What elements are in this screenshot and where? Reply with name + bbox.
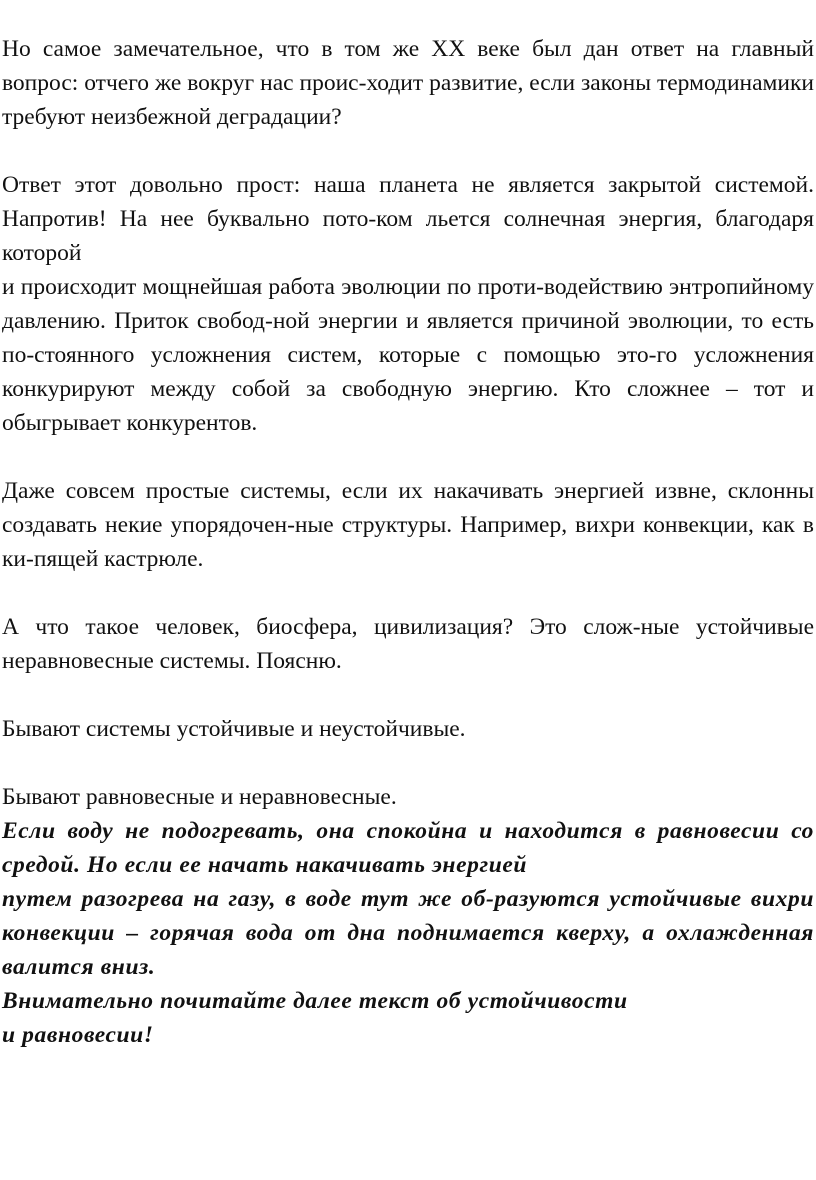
- emphasis-paragraph-3: Внимательно почитайте далее текст об устойчивости: [2, 988, 628, 1014]
- paragraph-spacer: [2, 746, 814, 780]
- paragraph-6: Бывают равновесные и неравновесные.: [2, 784, 397, 810]
- paragraph-4: А что такое человек, биосфера, цивилизация? Это слож-ные устойчивые неравновесные системы. Поясню.: [2, 614, 814, 674]
- paragraph-2-part-2: и происходит мощнейшая работа эволюции по проти-водействию энтропийному давлению. Приток свобод-ной энергии и является причиной эволюции, то есть по-стоянного усложнения систем, которые с помощью это-го усложнения конкурируют между собой за свободную энергию. Кто сложнее – тот и обыгрывает конкурентов.: [2, 274, 814, 436]
- emphasis-paragraph-4: и равновесии!: [2, 1022, 154, 1048]
- paragraph-spacer: [2, 678, 814, 712]
- paragraph-spacer: [2, 576, 814, 610]
- paragraph-3: Даже совсем простые системы, если их накачивать энергией извне, склонны создавать некие упорядочен-ные структуры. Например, вихри конвекции, как в ки-пящей кастрюле.: [2, 478, 814, 572]
- paragraph-2-part-1: Ответ этот довольно прост: наша планета не является закрытой системой. Напротив! На нее буквально пото-ком льется солнечная энергия, благодаря которой: [2, 172, 814, 266]
- emphasis-paragraph-2: путем разогрева на газу, в воде тут же об-разуются устойчивые вихри конвекции – горячая вода от дна поднимается кверху, а охлажденная валится вниз.: [2, 886, 814, 980]
- paragraph-spacer: [2, 440, 814, 474]
- paragraph-spacer: [2, 134, 814, 168]
- emphasis-paragraph-1: Если воду не подогревать, она спокойна и находится в равновесии со средой. Но если ее начать накачивать энергией: [2, 818, 814, 878]
- paragraph-1: Но самое замечательное, что в том же XX веке был дан ответ на главный вопрос: отчего же вокруг нас проис-ходит развитие, если законы термодинамики требуют неизбежной деградации?: [2, 36, 814, 130]
- paragraph-5: Бывают системы устойчивые и неустойчивые.: [2, 716, 466, 742]
